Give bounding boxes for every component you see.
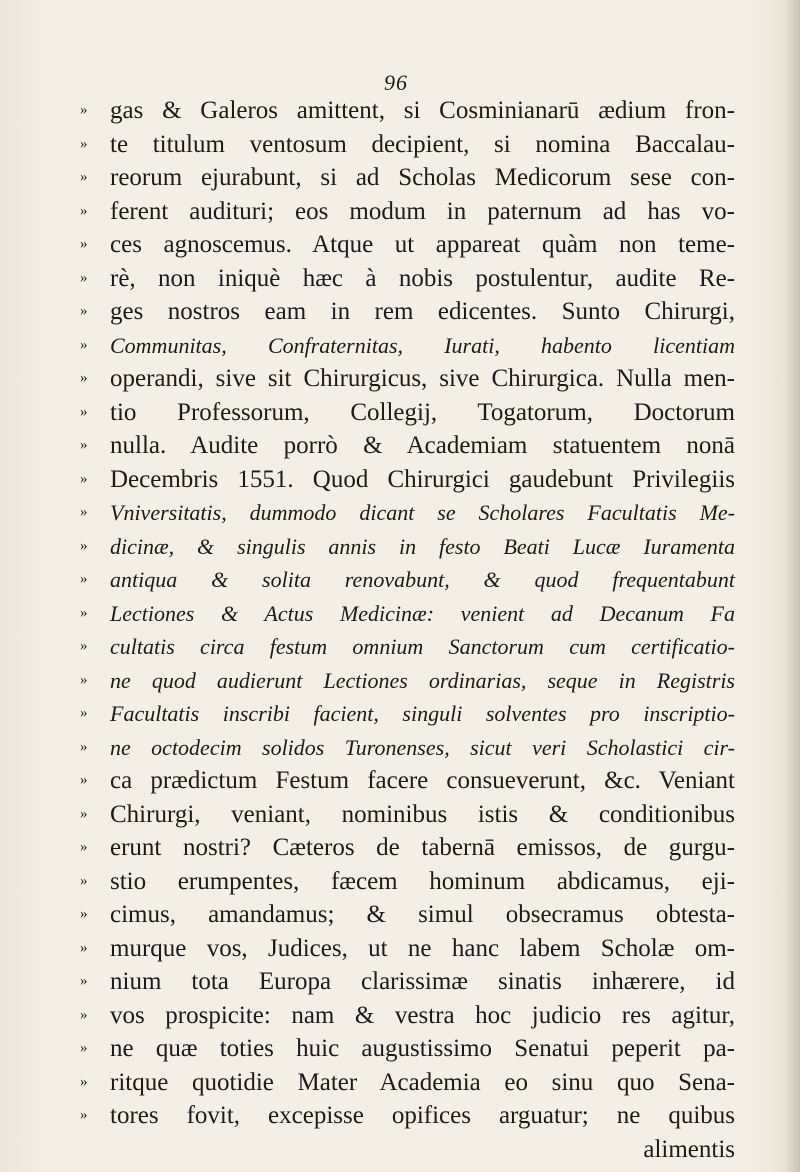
text-line <box>80 731 735 765</box>
quotation-mark: » <box>80 236 88 252</box>
text-line <box>80 1032 735 1066</box>
text-line <box>80 195 735 229</box>
line-text: erunt nostri? Cæteros de tabernā emissos, de gurgu- <box>110 834 735 861</box>
page-edge-shadow <box>786 0 800 1172</box>
quotation-mark: » <box>80 939 88 956</box>
quotation-mark: » <box>80 1040 88 1056</box>
quotation-mark: » <box>80 370 88 386</box>
text-line <box>80 697 735 731</box>
line-text: Chirurgi, veniant, nominibus istis & conditionibus <box>110 800 735 828</box>
quotation-mark: » <box>80 269 88 286</box>
text-line <box>80 798 735 832</box>
text-line <box>80 999 735 1033</box>
text-line <box>80 597 735 631</box>
line-text: cultatis circa festum omnium Sanctorum cum certificatio- <box>110 634 735 659</box>
quotation-mark: » <box>80 839 88 855</box>
quotation-mark: » <box>80 202 88 219</box>
quotation-mark: » <box>80 872 88 889</box>
quotation-mark: » <box>80 169 88 185</box>
line-text: stio erumpentes, fæcem hominum abdicamus, eji- <box>110 867 735 895</box>
line-text: ferent audituri; eos modum in paternum ad has vo- <box>110 197 735 225</box>
quotation-mark: » <box>80 537 88 554</box>
text-line <box>80 463 735 497</box>
text-line <box>80 932 735 966</box>
line-text: nulla. Audite porrò & Academiam statuentem nonā <box>110 432 735 459</box>
text-line <box>80 161 735 195</box>
text-line <box>80 329 735 363</box>
line-text: ges nostros eam in rem edicentes. Sunto Chirurgi, <box>110 298 735 325</box>
line-text: Vniversitatis, dummodo dicant se Scholares Facultatis Me- <box>110 500 735 525</box>
line-text: ne octodecim solidos Turonenses, sicut veri Scholastici cir- <box>110 734 735 760</box>
quotation-mark: » <box>80 336 88 353</box>
line-text: tores fovit, excepisse opifices arguatur; ne quibus <box>110 1102 735 1129</box>
quotation-mark: » <box>80 571 88 587</box>
line-text: Lectiones & Actus Medicinæ: venient ad Decanum Fa <box>110 600 735 626</box>
line-text: te titulum ventosum decipient, si nomina Baccalau- <box>110 130 735 158</box>
quotation-mark: » <box>80 973 88 989</box>
text-line <box>80 865 735 899</box>
text-body <box>80 94 735 1166</box>
text-line <box>80 630 735 664</box>
line-text: tio Professorum, Collegij, Togatorum, Doctorum <box>110 398 735 426</box>
line-text: dicinæ, & singulis annis in festo Beati Lucæ Iuramenta <box>110 533 735 559</box>
line-text: ca prædictum Festum facere consueverunt, &c. Veniant <box>110 767 735 794</box>
quotation-mark: » <box>80 1073 88 1090</box>
quotation-mark: » <box>80 403 88 420</box>
text-line <box>80 262 735 296</box>
text-line <box>80 496 735 530</box>
text-line <box>80 1066 735 1100</box>
text-line <box>80 664 735 698</box>
quotation-mark: » <box>80 805 88 822</box>
line-text: Facultatis inscribi facient, singuli solventes pro inscriptio- <box>110 701 735 726</box>
text-line <box>80 965 735 999</box>
text-line <box>80 228 735 262</box>
line-text: ne quod audierunt Lectiones ordinarias, seque in Registris <box>110 667 735 693</box>
quotation-mark: » <box>80 470 88 487</box>
line-text: ces agnoscemus. Atque ut appareat quàm non teme- <box>110 231 735 258</box>
line-text: vos prospicite: nam & vestra hoc judicio res agitur, <box>110 1001 735 1029</box>
quotation-mark: » <box>80 1107 88 1123</box>
line-text: cimus, amandamus; & simul obsecramus obtesta- <box>110 901 735 928</box>
quotation-mark: » <box>80 772 88 788</box>
line-text: gas & Galeros amittent, si Cosminianarū ædium fron- <box>110 97 735 124</box>
text-line <box>80 530 735 564</box>
page-number: 96 <box>384 70 408 95</box>
quotation-mark: » <box>80 102 88 118</box>
quotation-mark: » <box>80 135 88 152</box>
quotation-mark: » <box>80 604 88 621</box>
text-line <box>80 128 735 162</box>
text-line <box>80 831 735 865</box>
quotation-mark: » <box>80 437 88 453</box>
line-text: nium tota Europa clarissimæ sinatis inhærere, id <box>110 968 735 995</box>
quotation-mark: » <box>80 303 88 319</box>
line-text: reorum ejurabunt, si ad Scholas Medicorum sese con- <box>110 164 735 191</box>
text-line <box>80 898 735 932</box>
quotation-mark: » <box>80 638 88 654</box>
line-text: ritque quotidie Mater Academia eo sinu quo Sena- <box>110 1068 735 1096</box>
catchword: alimentis <box>643 1135 735 1163</box>
text-line <box>80 94 735 128</box>
quotation-mark: » <box>80 705 88 721</box>
line-text: operandi, sive sit Chirurgicus, sive Chirurgica. Nulla men- <box>110 365 735 392</box>
line-text: rè, non iniquè hæc à nobis postulentur, audite Re- <box>110 264 735 292</box>
text-line <box>80 396 735 430</box>
quotation-mark: » <box>80 671 88 688</box>
line-text: antiqua & solita renovabunt, & quod frequentabunt <box>110 567 735 592</box>
text-line <box>80 1099 735 1133</box>
quotation-mark: » <box>80 738 88 755</box>
line-text: Communitas, Confraternitas, Iurati, habento licentiam <box>110 332 735 358</box>
quotation-mark: » <box>80 504 88 520</box>
text-line <box>80 362 735 396</box>
text-line <box>80 764 735 798</box>
quotation-mark: » <box>80 1006 88 1023</box>
text-line <box>80 295 735 329</box>
line-text: ne quæ toties huic augustissimo Senatui peperit pa- <box>110 1035 735 1062</box>
line-text: murque vos, Judices, ut ne hanc labem Scholæ om- <box>110 934 735 962</box>
text-line <box>80 429 735 463</box>
quotation-mark: » <box>80 906 88 922</box>
line-text: Decembris 1551. Quod Chirurgici gaudebunt Privilegiis <box>110 465 735 493</box>
text-line <box>80 563 735 597</box>
